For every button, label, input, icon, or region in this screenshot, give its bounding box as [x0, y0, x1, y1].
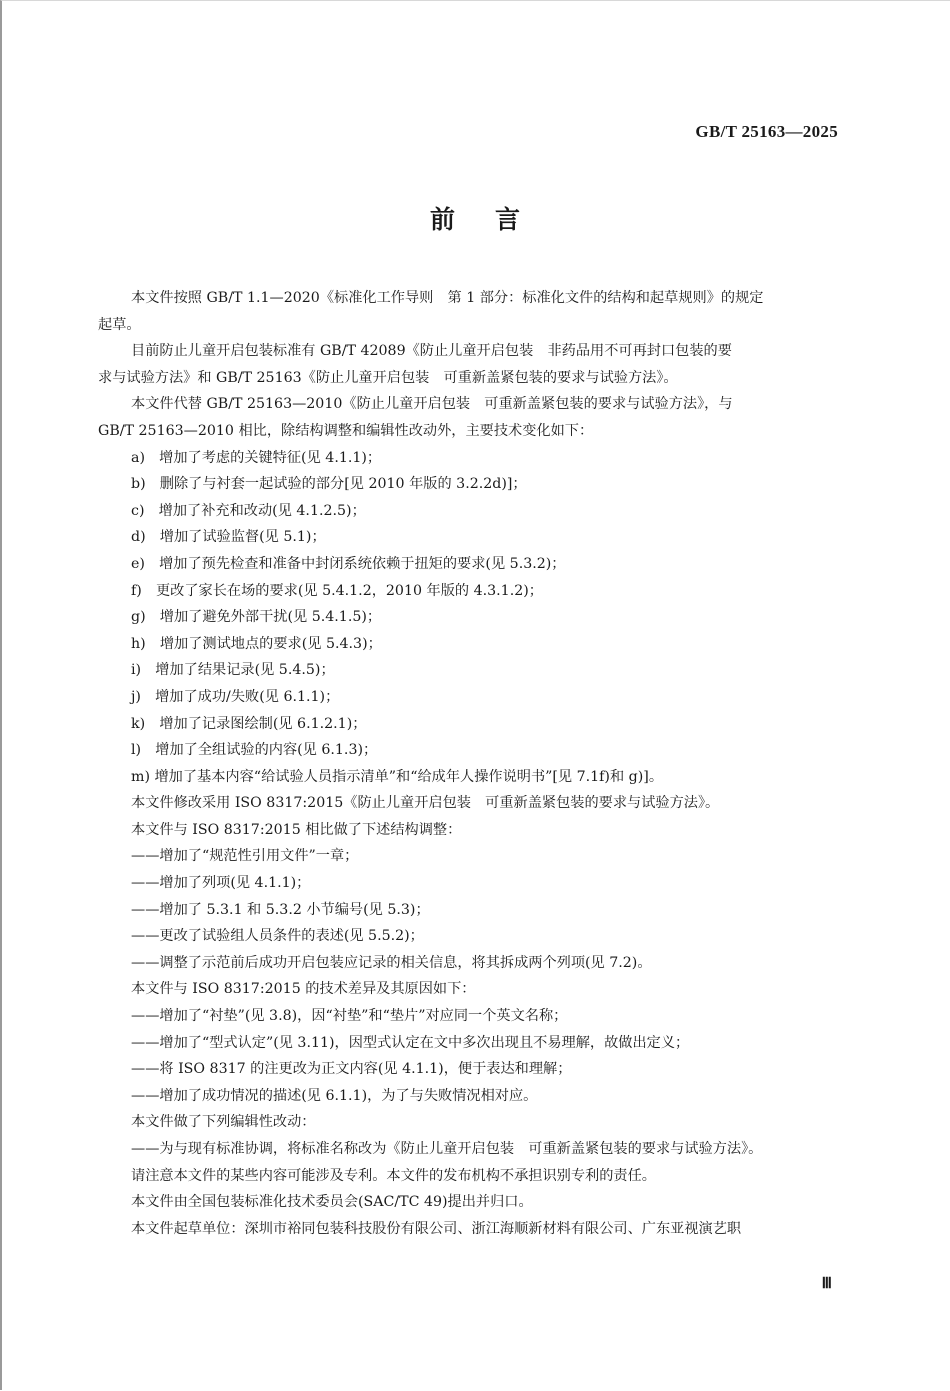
- list-item: i) 增加了结果记录(见 5.4.5)；: [131, 662, 335, 679]
- list-item: e) 增加了预先检查和准备中封闭系统依赖于扭矩的要求(见 5.3.2)；: [131, 555, 566, 572]
- list-item: b) 删除了与衬套一起试验的部分[见 2010 年版的 3.2.2d)]；: [131, 476, 527, 493]
- list-item: g) 增加了避免外部干扰(见 5.4.1.5)；: [131, 609, 382, 626]
- list-item: j) 增加了成功/失败(见 6.1.1)；: [131, 688, 340, 705]
- list-item: m) 增加了基本内容“给试验人员指示清单”和“给成年人操作说明书”[见 7.1f)和 g)]。: [131, 768, 664, 785]
- paragraph-line: GB/T 25163—2010 相比，除结构调整和编辑性改动外，主要技术变化如下：: [98, 422, 594, 439]
- paragraph-line: 请注意本文件的某些内容可能涉及专利。本文件的发布机构不承担识别专利的责任。: [131, 1167, 656, 1184]
- dash-list-item: ——将 ISO 8317 的注更改为正文内容(见 4.1.1)，便于表达和理解；: [131, 1061, 572, 1078]
- dash-list-item: ——增加了“型式认定”(见 3.11)，因型式认定在文中多次出现且不易理解，故做出定义；: [131, 1034, 690, 1051]
- standard-number: GB/T 25163—2025: [695, 122, 838, 141]
- paragraph-line: 本文件代替 GB/T 25163—2010《防止儿童开启包装 可重新盖紧包装的要求与试验方法》，与: [131, 396, 733, 413]
- list-item: d) 增加了试验监督(见 5.1)；: [131, 529, 326, 546]
- paragraph-line: 起草。: [98, 316, 141, 333]
- paragraph-line: 本文件修改采用 ISO 8317:2015《防止儿童开启包装 可重新盖紧包装的要求与试验方法》。: [131, 795, 720, 812]
- preface-body: [98, 285, 840, 1242]
- list-item: a) 增加了考虑的关键特征(见 4.1.1)；: [131, 449, 382, 466]
- list-item: l) 增加了全组试验的内容(见 6.1.3)；: [131, 742, 378, 759]
- page-title: 前言: [429, 205, 560, 234]
- dash-list-item: ——增加了“规范性引用文件”一章；: [131, 848, 359, 865]
- paragraph-line: 求与试验方法》和 GB/T 25163《防止儿童开启包装 可重新盖紧包装的要求与试验方法》。: [98, 369, 678, 386]
- paragraph-line: 本文件由全国包装标准化技术委员会(SAC/TC 49)提出并归口。: [131, 1194, 533, 1211]
- dash-list-item: ——增加了 5.3.1 和 5.3.2 小节编号(见 5.3)；: [131, 901, 430, 918]
- list-item: c) 增加了补充和改动(见 4.1.2.5)；: [131, 502, 366, 519]
- paragraph-line: 本文件与 ISO 8317:2015 相比做了下述结构调整：: [131, 821, 462, 838]
- dash-list-item: ——增加了成功情况的描述(见 6.1.1)，为了与失败情况相对应。: [131, 1087, 538, 1104]
- paragraph-line: 本文件起草单位：深圳市裕同包装科技股份有限公司、浙江海顺新材料有限公司、广东亚视演艺职: [131, 1220, 742, 1237]
- dash-list-item: ——更改了试验组人员条件的表述(见 5.5.2)；: [131, 928, 424, 945]
- paragraph-line: 本文件做了下列编辑性改动：: [131, 1114, 316, 1131]
- list-item: f) 更改了家长在场的要求(见 5.4.1.2，2010 年版的 4.3.1.2)；: [131, 582, 543, 599]
- dash-list-item: ——为与现有标准协调，将标准名称改为《防止儿童开启包装 可重新盖紧包装的要求与试验方法》。: [131, 1141, 763, 1157]
- page-number: Ⅲ: [821, 1276, 832, 1292]
- paragraph-line: 目前防止儿童开启包装标准有 GB/T 42089《防止儿童开启包装 非药品用不可再封口包装的要: [131, 343, 732, 360]
- list-item: h) 增加了测试地点的要求(见 5.4.3)；: [131, 635, 382, 652]
- dash-list-item: ——调整了示范前后成功开启包装应记录的相关信息，将其拆成两个列项(见 7.2)。: [131, 954, 652, 971]
- dash-list-item: ——增加了列项(见 4.1.1)；: [131, 875, 311, 892]
- list-item: k) 增加了记录图绘制(见 6.1.2.1)；: [131, 715, 367, 732]
- dash-list-item: ——增加了“衬垫”(见 3.8)，因“衬垫”和“垫片”对应同一个英文名称；: [131, 1008, 568, 1025]
- paragraph-line: 本文件与 ISO 8317:2015 的技术差异及其原因如下：: [131, 981, 476, 998]
- paragraph-line: 本文件按照 GB/T 1.1—2020《标准化工作导则 第 1 部分：标准化文件的结构和起草规则》的规定: [131, 290, 764, 306]
